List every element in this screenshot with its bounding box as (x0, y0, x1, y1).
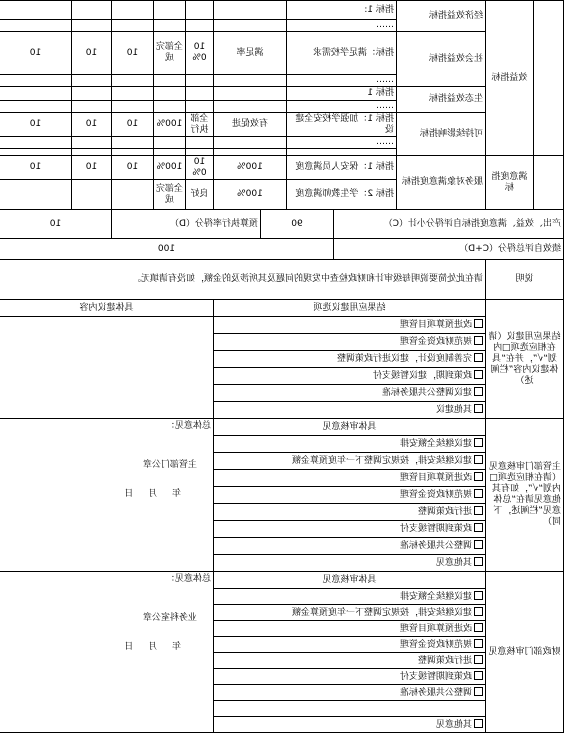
social-weight: 10 (111, 32, 153, 75)
checkbox-icon[interactable] (474, 319, 483, 328)
subtotal-label: 产出、效益、满意度指标自评得分小计（C） (333, 210, 563, 239)
checkbox-icon[interactable] (474, 607, 483, 616)
ecology-category: 生态效益指标 (396, 87, 485, 113)
subtotal-value: 90 (260, 210, 333, 239)
econ-indicator: 指标 1: (286, 1, 396, 20)
adopt-option-row (0, 317, 564, 334)
social-self-score: 10 (71, 32, 111, 75)
checkbox-icon[interactable] (474, 557, 483, 566)
benefit-indicator-label: 效益指标 (486, 1, 534, 156)
dept-option-6[interactable]: 政策到期暂缓支付 (213, 521, 485, 538)
dept-option-5[interactable]: 进行政策调整 (213, 504, 485, 521)
dept-option-2[interactable]: 建议继续安排，按规定调整下一年度预算金额 (213, 453, 485, 470)
finance-review-header: 具体审核意见 (213, 572, 485, 589)
finance-review-label: 财政部门审核意见 (486, 572, 564, 733)
econ-row (0, 1, 564, 20)
sustain-dots: …… (286, 137, 396, 149)
sustain-done: 100% (153, 113, 185, 137)
checkbox-icon[interactable] (474, 623, 483, 632)
service-self-score-2 (71, 180, 111, 210)
dept-overall-label: 总体意见： (165, 421, 211, 431)
service-year-target-2: 100% (213, 180, 286, 210)
social-row (0, 32, 564, 75)
blank-margin-cell (534, 156, 564, 210)
sustain-category: 可持续影响指标 (396, 113, 485, 156)
note-row (0, 260, 564, 300)
adopt-label: 结果应用建议（请在相应选项□内划“√”，并在“具体建议内容”栏阐述） (486, 300, 564, 419)
adopt-option-5[interactable]: 建议调整公共服务标准 (213, 385, 485, 402)
checkbox-icon[interactable] (474, 455, 483, 464)
service-weight-1: 10 (111, 156, 153, 180)
sustain-year-value: 全部执行 (185, 113, 213, 137)
dept-option-4[interactable]: 规范财政资金管理 (213, 487, 485, 504)
social-indicator: 指标：满足学校需求 (286, 32, 396, 75)
finance-option-1[interactable]: 建议继续全额安排 (213, 589, 485, 605)
adopt-option-3[interactable]: 完善制度设计，建议进行政策调整 (213, 351, 485, 368)
checkbox-icon[interactable] (474, 472, 483, 481)
adopt-option-6[interactable]: 其他建议 (213, 402, 485, 419)
finance-option-8[interactable]: 其他意见 (213, 717, 485, 733)
checkbox-icon[interactable] (474, 523, 483, 532)
exec-rate-value: 10 (0, 210, 111, 239)
dept-option-1[interactable]: 建议继续全额安排 (213, 436, 485, 453)
finance-header-row (0, 572, 564, 589)
service-final-score-1: 10 (0, 156, 71, 180)
sustain-year-target: 有效促进 (213, 113, 286, 137)
service-indicator-2: 指标 2：学生教师满意度 (286, 180, 396, 210)
sustain-weight: 10 (111, 113, 153, 137)
service-year-value-1: 100% (185, 156, 213, 180)
satisfaction-indicator-label: 满意度指标 (486, 156, 534, 210)
service-category: 服务对象满意度指标 (396, 156, 485, 210)
finance-option-5[interactable]: 进行政策调整 (213, 653, 485, 669)
adopt-options-header: 结果应用建议选项 (213, 300, 485, 317)
social-category: 社会效益指标 (396, 32, 485, 87)
checkbox-icon[interactable] (474, 719, 483, 728)
econ-dots: …… (286, 20, 396, 32)
service-year-target-1: 100% (213, 156, 286, 180)
dept-option-7[interactable]: 调整公共服务标准 (213, 538, 485, 555)
service-row-1 (0, 156, 564, 180)
service-year-value-2: 良好 (185, 180, 213, 210)
checkbox-icon[interactable] (474, 591, 483, 600)
ecology-indicator: 指标 1 (286, 87, 396, 101)
finance-option-blank (213, 701, 485, 717)
checkbox-icon[interactable] (474, 489, 483, 498)
checkbox-icon[interactable] (474, 639, 483, 648)
finance-option-2[interactable]: 建议继续安排，按规定调整下一年度预算金额 (213, 605, 485, 621)
adopt-header-row (0, 300, 564, 317)
dept-review-label: 主管部门审核意见（请在相应选项□内划“√”，如有其他意见请在“总体意见”栏阐述，下同） (486, 419, 564, 572)
checkbox-icon[interactable] (474, 655, 483, 664)
dept-option-8[interactable]: 其他意见 (213, 555, 485, 572)
dept-date: 年 月 日 (118, 489, 181, 499)
checkbox-icon[interactable] (474, 506, 483, 515)
social-year-value: 100% (185, 32, 213, 75)
social-final-score: 10 (0, 32, 71, 75)
finance-overall-label: 总体意见： (165, 574, 211, 584)
adopt-content-header: 具体建议内容 (0, 300, 213, 317)
ecology-dots: …… (286, 101, 396, 113)
sustain-final-score: 10 (0, 113, 71, 137)
checkbox-icon[interactable] (474, 387, 483, 396)
dept-review-header: 具体审核意见 (213, 419, 485, 436)
service-done-1: 100% (153, 156, 185, 180)
note-label: 说明 (486, 260, 564, 300)
exec-rate-label: 预算执行率得分（D） (111, 210, 260, 239)
dept-option-3[interactable]: 改进预算项目管理 (213, 470, 485, 487)
service-weight-2 (111, 180, 153, 210)
note-text: 请在此处简要说明每级审计和财政检查中发现的问题及其所涉及的金额，如没有请填无。 (0, 260, 486, 300)
blank-margin-cell (534, 1, 564, 156)
dept-overall-opinion[interactable] (0, 419, 213, 572)
total-value: 100 (0, 239, 333, 260)
finance-option-6[interactable]: 政策到期暂缓支付 (213, 669, 485, 685)
service-indicator-1: 指标 1：保安人员满意度 (286, 156, 396, 180)
subtotal-row (0, 210, 564, 239)
finance-overall-opinion[interactable] (0, 572, 213, 733)
ecology-row (0, 87, 564, 101)
checkbox-icon[interactable] (474, 438, 483, 447)
checkbox-icon[interactable] (474, 370, 483, 379)
finance-option-4[interactable]: 规范财政资金管理 (213, 637, 485, 653)
social-dots: …… (286, 75, 396, 87)
finance-option-7[interactable]: 调整公共服务标准 (213, 685, 485, 701)
dept-header-row (0, 419, 564, 436)
total-label: 绩效自评总得分（C+D） (333, 239, 563, 260)
adopt-option-4[interactable]: 政策到期，建议暂缓支付 (213, 368, 485, 385)
adopt-content-area[interactable] (0, 317, 213, 419)
sustain-indicator: 指标 1：加强学校安全建设 (286, 113, 396, 137)
social-year-target: 满足率 (213, 32, 286, 75)
checkbox-icon[interactable] (474, 353, 483, 362)
adopt-option-2[interactable]: 规范财政资金管理 (213, 334, 485, 351)
finance-seal-label: 业务科室公章 (142, 613, 197, 623)
econ-category: 经济效益指标 (396, 1, 485, 32)
adopt-option-1[interactable]: 改进预算项目管理 (213, 317, 485, 334)
checkbox-icon[interactable] (474, 336, 483, 345)
total-row (0, 239, 564, 260)
service-done-2: 全部完成 (153, 180, 185, 210)
service-final-score-2 (0, 180, 71, 210)
sustain-self-score: 10 (71, 113, 111, 137)
dept-seal-label: 主管部门公章 (142, 460, 197, 470)
checkbox-icon[interactable] (474, 671, 483, 680)
social-done: 全部完成 (153, 32, 185, 75)
checkbox-icon[interactable] (474, 404, 483, 413)
checkbox-icon[interactable] (474, 687, 483, 696)
checkbox-icon[interactable] (474, 540, 483, 549)
finance-option-3[interactable]: 改进预算项目管理 (213, 621, 485, 637)
sustain-row (0, 113, 564, 137)
finance-date: 年 月 日 (118, 642, 181, 652)
service-self-score-1: 10 (71, 156, 111, 180)
